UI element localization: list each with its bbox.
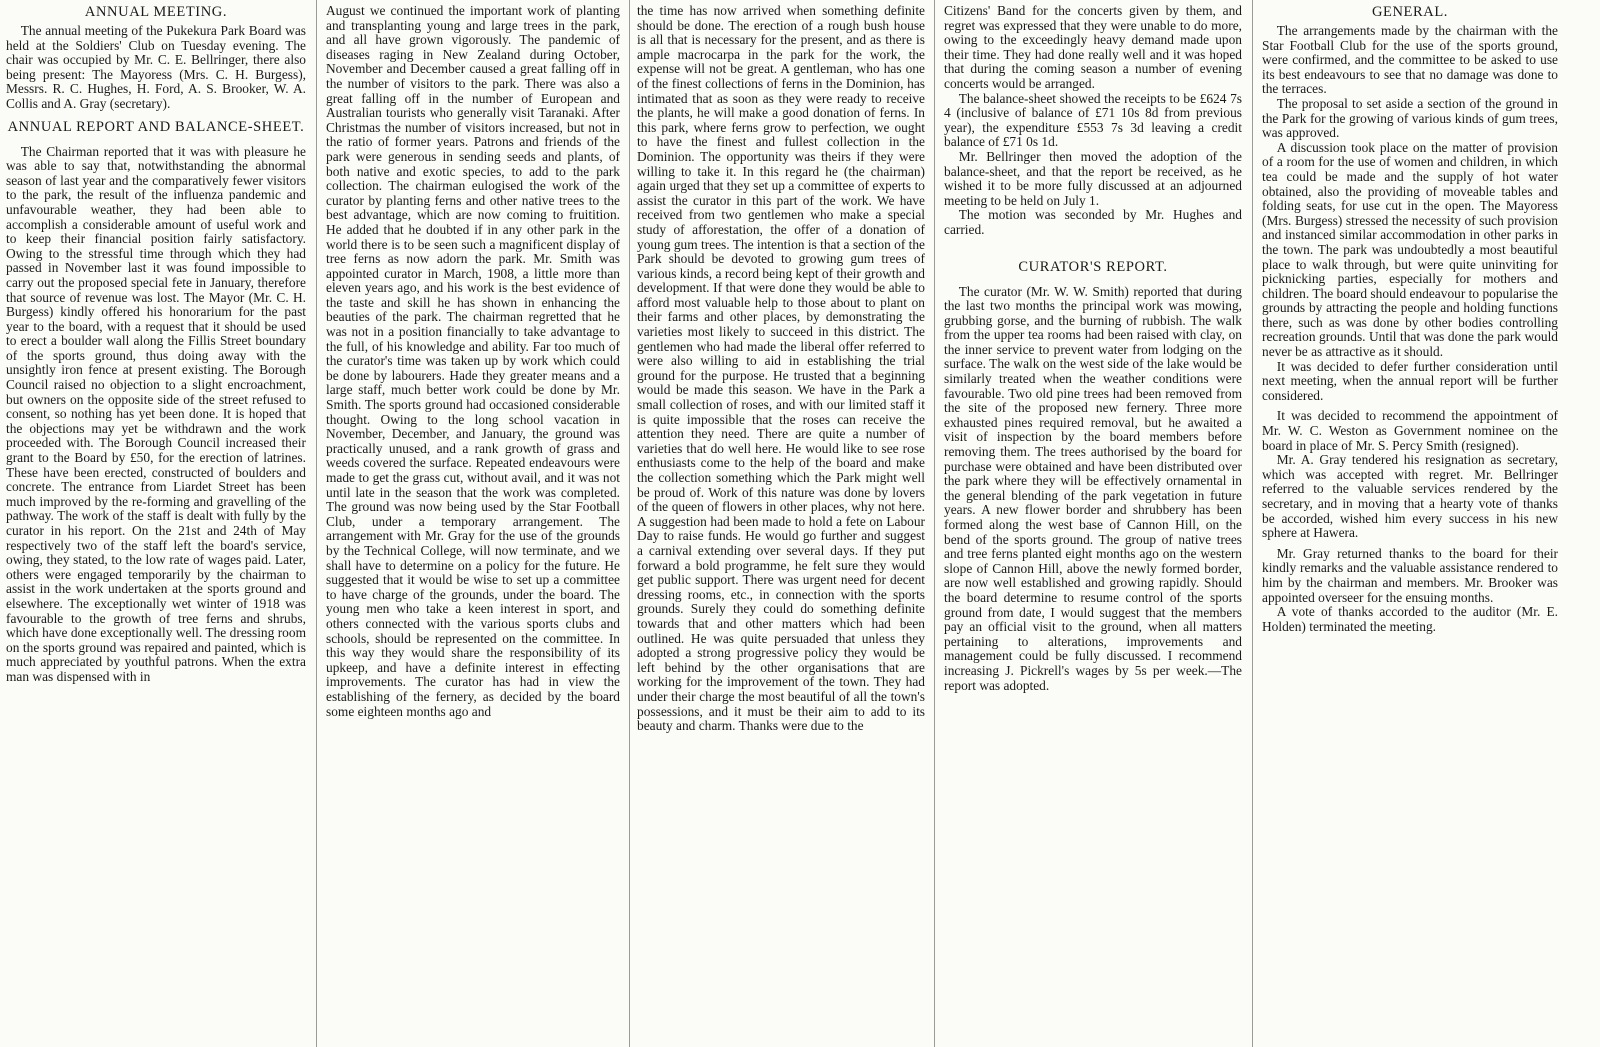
column-5 xyxy=(1262,4,1558,1044)
paragraph-general-7: Mr. Gray returned thanks to the board for their kindly remarks and the valuable assistance rendered to him by the chairman and members. Mr. Brooker was appointed overseer for the ensuing months. xyxy=(1262,545,1558,605)
column-1 xyxy=(6,4,306,1044)
heading-annual-meeting: ANNUAL MEETING. xyxy=(84,4,228,20)
heading-annual-report: ANNUAL REPORT AND BALANCE-SHEET. xyxy=(7,118,305,135)
paragraph-general-1: The arrangements made by the chairman with the Star Football Club for the use of the sports ground, were confirmed, and the committee to be asked to use its best endeavours to see that no damage was done to the terraces. xyxy=(1262,23,1558,97)
paragraph-general-8: A vote of thanks accorded to the auditor (Mr. E. Holden) terminated the meeting. xyxy=(1262,604,1558,634)
paragraph-adoption: Mr. Bellringer then moved the adoption of the balance-sheet, and that the report be received, as he wished it to be more fully discussed at an adjourned meeting to be held on July 1. xyxy=(944,148,1242,208)
column-rule xyxy=(316,0,317,1047)
paragraph-general-6: Mr. A. Gray tendered his resignation as secretary, which was accepted with regret. Mr. Bellringer referred to the valuable services rendered by the secretary, and in moving that a hearty vote of thanks be accorded, wished him every success in his new sphere at Hawera. xyxy=(1262,452,1558,541)
paragraph-general-5: It was decided to recommend the appointment of Mr. W. C. Weston as Government nominee on the board in place of Mr. S. Percy Smith (resigned). xyxy=(1262,408,1558,453)
paragraph-report-part1: The Chairman reported that it was with pleasure he was able to say that, notwithstanding the abnormal season of last year and the comparatively fewer visitors to the park, the result of the influenza pandemic and unfavourable weather, they had been able to accomplish a considerable amount of useful work and to keep their financial position fairly satisfactory. Owing to the stressful time through which they had passed in November last it was found impossible to carry out the proposed special fete in January, therefore that source of revenue was lost. The Mayor (Mr. C. H. Burgess) kindly offered his honorarium for the past year to the board, with a request that it should be used to erect a boulder wall along the Fillis Street boundary of the sports ground, thus doing away with the unsightly iron fence at present existing. The Borough Council raised no objection to a slight encroachment, but owners on the opposite side of the street refused to consent, so nothing has yet been done. It is hoped that the objections may yet be withdrawn and the work proceeded with. The Borough Council increased their grant to the Board by £50, for the erection of latrines. These have been erected, constructed of boulders and concrete. The entrance from Liardet Street has been much improved by the re-forming and gravelling of the pathway. The work of the staff is dealt with fully by the curator in his report. On the 21st and 24th of May respectively two of the staff left the board's service, owing, they stated, to the low rate of wages paid. Later, others were engaged temporarily by the chairman to assist in the work undertaken at the sports ground and elsewhere. The exceptionally wet winter of 1918 was favourable to the growth of tree ferns and shrubs, which have done exceptionally well. The dressing room on the sports ground was repaired and painted, which is much appreciated by youthful patrons. When the extra man was dispensed with in xyxy=(6,143,306,684)
heading-curators-report: CURATOR'S REPORT. xyxy=(1018,258,1168,275)
heading-general: GENERAL. xyxy=(1371,4,1449,20)
paragraph-general-3: A discussion took place on the matter of provision of a room for the use of women and children, in which tea could be made and the supply of hot water obtained, also the providing of moveable tables and folding seats, for use cut in the open. The Mayoress (Mrs. Burgess) stressed the necessity of such provision and instanced similar accommodation in other parks in the town. The park was undoubtedly a most beautiful place to walk through, but were quite uninviting for picknicking parties, especially for mothers and children. The board should endeavour to popularise the grounds by attracting the people and holding functions there, such as was done by other bodies controlling recreation grounds. Until that was done the park would never be as attractive as it should. xyxy=(1262,139,1558,360)
paragraph-curator-report: The curator (Mr. W. W. Smith) reported that during the last two months the principal work was mowing, grubbing gorse, and the burning of rubbish. The walk from the upper tea rooms had been raised with clay, on the inner service to prevent water from lodging on the surface. The walk on the west side of the lake would be similarly treated when the weather conditions were favourable. Two old pine trees had been removed from the site of the proposed new fernery. Three more exhausted pines required removal, but he awaited a visit of inspection by the board members before removing them. The trees authorised by the board for purchase were obtained and have been distributed over the park where they will be effectively ornamental in the general blending of the park vegetation in future years. A new flower border and shrubbery has been formed along the west base of Cannon Hill, on the bend of the sports ground. The group of native trees and tree ferns planted eight months ago on the western slope of Cannon Hill, above the newly formed border, are now well established and growing rapidly. Should the board determine to resume control of the sports ground from date, I would suggest that the members pay an official visit to the ground, when all matters pertaining to alterations, improvements and management could be fully discussed. I recommend increasing J. Pickrell's wages by 5s per week.—The report was adopted. xyxy=(944,283,1242,693)
column-2 xyxy=(326,4,620,1044)
paragraph-report-part4: Citizens' Band for the concerts given by them, and regret was expressed that they were unable to do more, owing to the exceedingly heavy demand made upon their time. They had done really well and it was hoped that during the coming season a number of evening concerts would be arranged. xyxy=(944,4,1242,91)
paragraph-balance-sheet: The balance-sheet showed the receipts to be £624 7s 4 (inclusive of balance of £71 10s 8d from previous year), the expenditure £553 7s 3d leaving a credit balance of £71 0s 1d. xyxy=(944,90,1242,150)
paragraph-general-4: It was decided to defer further consideration until next meeting, when the annual report will be further considered. xyxy=(1262,358,1558,403)
column-3 xyxy=(637,4,925,1044)
column-4 xyxy=(944,4,1242,1044)
paragraph-report-part3: the time has now arrived when something definite should be done. The erection of a rough bush house is all that is necessary for the present, and as there is ample macrocarpa in the park for the work, the expense will not be great. A gentleman, who has one of the finest collections of ferns in the Dominion, has intimated that as soon as they were ready to receive the plants, he will make a good donation of ferns. In this park, where ferns grow to perfection, we ought to have the finest and fullest collection in the Dominion. The opportunity was theirs if they were willing to take it. In this regard he (the chairman) again urged that they set up a committee of experts to assist the curator in this part of the work. We have received from two gentlemen who make a special study of afforestation, the offer of a donation of young gum trees. The intention is that a section of the Park should be devoted to growing gum trees of various kinds, a record being kept of their growth and development. If that were done they would be able to afford most valuable help to those about to plant on their farms and other places, by demonstrating the varieties most likely to succeed in this district. The gentlemen who had made the liberal offer referred to were also willing to aid in establishing the trial ground for the purpose. He trusted that a beginning would be made this season. We have in the Park a small collection of roses, and with our limited staff it is quite impossible that the roses can receive the attention they need. There are quite a number of varieties that do well here. He would like to see rose enthusiasts come to the help of the board and make the collection something which the Park might well be proud of. Work of this nature was done by lovers of the queen of flowers in other places, why not here. A suggestion had been made to hold a fete on Labour Day to raise funds. He would go further and suggest a carnival extending over several days. If they put forward a bold programme, he felt sure they would get public support. There was urgent need for decent dressing rooms, etc., in connection with the sports grounds. Surely they could do something definite towards that and other matters which had been outlined. He was quite persuaded that unless they adopted a strong progressive policy they would be left behind by the other organisations that are working for the improvement of the town. They had under their charge the most beautiful of all the town's possessions, and it must be their aim to add to its beauty and charm. Thanks were due to the xyxy=(637,4,925,734)
paragraph-seconded: The motion was seconded by Mr. Hughes and carried. xyxy=(944,207,1242,237)
paragraph-report-part2: August we continued the important work of planting and transplanting young and large trees in the park, and all have grown vigorously. The pandemic of diseases raging in New Zealand during October, November and December caused a great falling off in the number of visitors to the park. There was also a great falling off in the number of European and Australian tourists who generally visit Taranaki. After Christmas the number of visitors increased, but not in the ratio of former years. Patrons and friends of the park were generous in sending seeds and plants, of both native and exotic species, to add to the park collection. The chairman eulogised the work of the curator by planting ferns and other native trees to the best advantage, which are now coming to fruitition. He added that he doubted if in any other park in the world there is to be seen such a magnificent display of tree ferns as now adorn the park. Mr. Smith was appointed curator in March, 1908, a little more than eleven years ago, and his work is the best evidence of the taste and skill he has shown in enhancing the beauties of the park. The chairman regretted that he was not in a position financially to take advantage to the full, of his knowledge and ability. Far too much of the curator's time was taken up by work which could be done by labourers. Hade they greater means and a large staff, much better work could be done by Mr. Smith. The sports ground had occasioned considerable thought. Owing to the long school vacation in November, December, and January, the ground was practically unused, and a rank growth of grass and weeds covered the surface. Repeated endeavours were made to get the grass cut, without avail, and it was not until late in the season that the work was completed. The ground was now being used by the Star Football Club, under a temporary arrangement. The arrangement with Mr. Gray for the use of the grounds by the Technical College, will now terminate, and we shall have to determine on a policy for the future. He suggested that it would be wise to set up a committee to have charge of the grounds, under the board. The young men who take a keen interest in sport, and others connected with the various sports clubs and schools, should be represented on the committee. In this way they would share the responsibility of its upkeep, and have a definite interest in effecting improvements. The curator has had in view the establishing of the fernery, as decided by the board some eighteen months ago and xyxy=(326,4,620,719)
column-rule xyxy=(934,0,935,1047)
column-rule xyxy=(1252,0,1253,1047)
paragraph-general-2: The proposal to set aside a section of the ground in the Park for the growing of various kinds of gum trees, was approved. xyxy=(1262,95,1558,141)
paragraph-intro: The annual meeting of the Pukekura Park Board was held at the Soldiers' Club on Tuesday evening. The chair was occupied by Mr. C. E. Bellringer, there also being present: The Mayoress (Mrs. C. H. Burgess), Messrs. R. C. Hughes, H. Ford, A. S. Brooker, W. A. Collis and A. Gray (secretary). xyxy=(6,23,306,111)
column-rule xyxy=(629,0,630,1047)
